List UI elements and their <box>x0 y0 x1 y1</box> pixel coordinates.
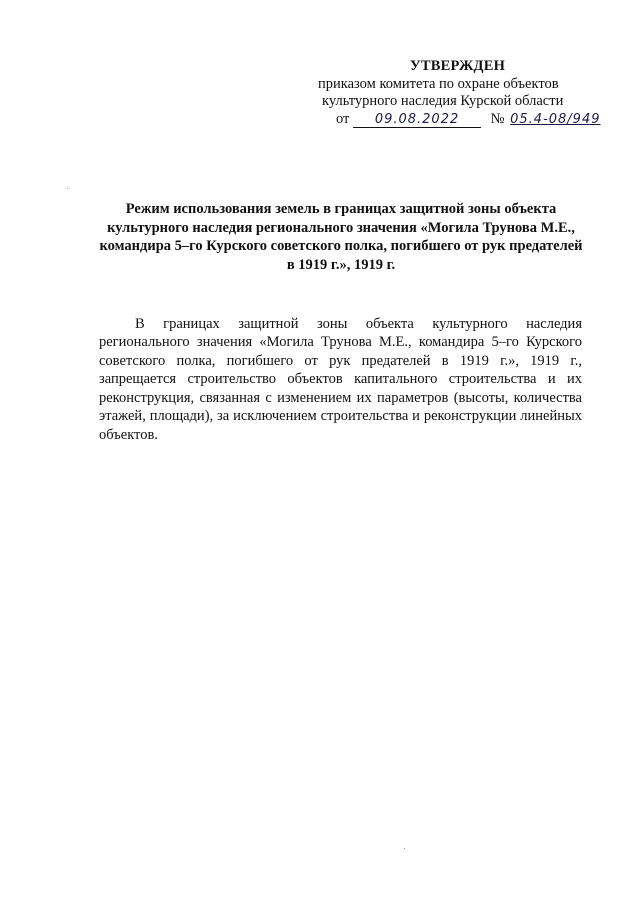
handwritten-date: 09.08.2022 <box>374 111 460 127</box>
approval-date-number-row <box>318 111 608 131</box>
from-label: от <box>336 110 350 127</box>
document-body-paragraph: В границах защитной зоны объекта культурного наследия регионального значения «Могила Трунова М.Е., командира 5–го Курского советского полка, погибшего от рук предателей в 1919 г.», 1919 г., запрещается строительство объектов капитального строительства и их реконструкция, связанная с изменением их параметров (высоты, количества этажей, площади), за исключением строительства и реконструкции линейных объектов. <box>99 315 582 443</box>
number-field <box>508 112 602 127</box>
number-label: № <box>490 110 505 127</box>
approval-line-order: приказом комитета по охране объектов <box>318 75 559 92</box>
date-field <box>353 112 481 128</box>
document-title: Режим использования земель в границах защитной зоны объекта культурного наследия регионального значения «Могила Трунова М.Е., командира 5–го Курского советского полка, погибшего от рук предателей в 1919 г.», 1919 г. <box>99 201 583 273</box>
approval-stamp-block <box>318 58 608 131</box>
scan-speck <box>67 188 68 189</box>
handwritten-number: 05.4-08/949 <box>510 111 601 127</box>
approval-title: УТВЕРЖДЕН <box>410 58 506 74</box>
approval-line-committee: культурного наследия Курской области <box>322 93 564 109</box>
scan-speck <box>404 848 405 849</box>
